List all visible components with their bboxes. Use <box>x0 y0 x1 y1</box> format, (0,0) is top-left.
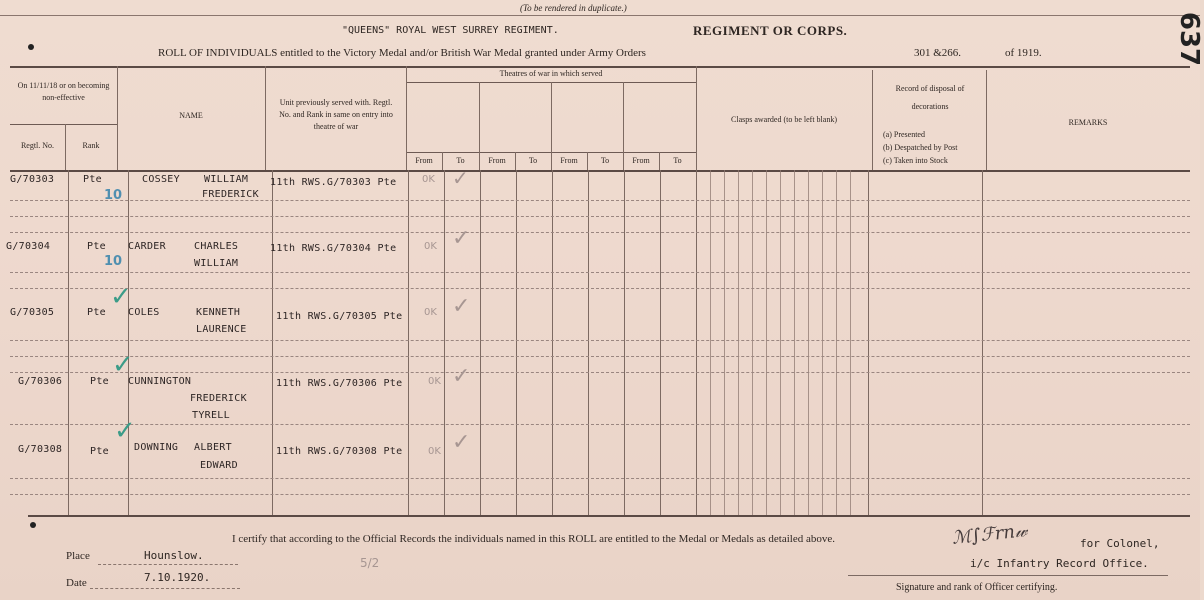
col-header-name: NAME <box>179 111 203 120</box>
forename-cell: EDWARD <box>200 460 238 471</box>
army-orders: 301 &266. <box>914 47 962 59</box>
pencil-check-icon: ✓ <box>452 294 471 319</box>
col-header-regtl-no: Regtl. No. <box>20 141 55 150</box>
handwritten-signature: ℳ∫ℱrn𝓌 <box>951 520 1029 549</box>
pencil-check-icon: ✓ <box>452 364 471 389</box>
col-header-clasps: Clasps awarded (to be left blank) <box>731 115 837 124</box>
date-label: Date <box>66 577 87 589</box>
col-header-from-4: From <box>632 156 650 165</box>
place-label: Place <box>66 550 90 562</box>
pencil-check-icon: ✓ <box>452 226 471 251</box>
pencil-note: 0K <box>424 241 437 252</box>
punch-hole-bottom <box>30 522 36 528</box>
rank-cell: Pte <box>87 241 106 252</box>
surname-cell: COSSEY <box>142 174 180 185</box>
for-colonel: for Colonel, <box>1080 537 1160 550</box>
col-header-on-date: On 11/11/18 or on becoming non-effective <box>17 81 110 102</box>
green-check-icon: ✓ <box>112 350 134 380</box>
forename-cell: FREDERICK <box>190 393 247 404</box>
record-office: i/c Infantry Record Office. <box>970 557 1149 570</box>
regiment-label: REGIMENT OR CORPS. <box>693 23 848 38</box>
green-check-icon: ✓ <box>114 416 136 446</box>
col-header-from-3: From <box>560 156 578 165</box>
page-number: 637 <box>1174 11 1204 67</box>
signature-label: Signature and rank of Officer certifying. <box>896 582 1058 593</box>
regtl-no-cell: G/70305 <box>10 307 55 318</box>
rank-cell: Pte <box>90 446 109 457</box>
regtl-no-cell: G/70308 <box>18 444 63 455</box>
roll-title: ROLL OF INDIVIDUALS entitled to the Victory Medal and/or British War Medal granted under Army Orders <box>158 47 646 59</box>
forename-cell: ALBERT <box>194 442 232 453</box>
unit-cell: 11th RWS.G/70303 Pte <box>270 177 397 188</box>
rank-cell: Pte <box>87 307 106 318</box>
forename-cell: FREDERICK <box>202 189 259 200</box>
rank-cell: Pte <box>90 376 109 387</box>
date-value: 7.10.1920. <box>144 571 211 584</box>
punch-hole-top <box>28 44 34 50</box>
pencil-note: 0K <box>422 174 435 185</box>
forename-cell: WILLIAM <box>204 174 249 185</box>
certification-text: I certify that according to the Official Records the individuals named in this ROLL are entitled to the Medal or Medals as detailed above. <box>232 533 835 545</box>
forename-cell: KENNETH <box>196 307 241 318</box>
place-value: Hounslow. <box>144 549 204 562</box>
unit-cell: 11th RWS.G/70306 Pte <box>276 378 403 389</box>
unit-cell: 11th RWS.G/70304 Pte <box>270 243 397 254</box>
surname-cell: CARDER <box>128 241 166 252</box>
col-header-disposal: Record of disposal of decorations <box>895 84 965 111</box>
pencil-number: 10 <box>104 188 123 203</box>
col-header-from-1: From <box>415 156 433 165</box>
rank-cell: Pte <box>83 174 102 185</box>
col-header-remarks: REMARKS <box>1068 118 1108 127</box>
pencil-check-icon: ✓ <box>452 430 471 455</box>
col-header-disposal-b: (b) Despatched by Post <box>883 143 958 152</box>
col-header-unit: Unit previously served with. Regtl. No. and Rank in same on entry into theatre of war <box>279 98 393 131</box>
col-header-theatres: Theatres of war in which served <box>499 69 603 78</box>
surname-cell: COLES <box>128 307 160 318</box>
col-header-rank: Rank <box>82 141 100 150</box>
regtl-no-cell: G/70304 <box>6 241 51 252</box>
regtl-no-cell: G/70303 <box>10 174 55 185</box>
forename-cell: LAURENCE <box>196 324 247 335</box>
col-header-to-2: To <box>528 156 538 165</box>
year-label: of 1919. <box>1005 47 1042 59</box>
surname-cell: DOWNING <box>134 442 179 453</box>
regiment-typed: "QUEENS" ROYAL WEST SURREY REGIMENT. <box>342 25 559 36</box>
green-check-icon: ✓ <box>110 282 132 312</box>
surname-cell: CUNNINGTON <box>128 376 192 387</box>
pencil-note: 0K <box>424 307 437 318</box>
pencil-check-icon: ✓ <box>452 166 469 190</box>
pencil-note: 0K <box>428 446 441 457</box>
col-header-to-1: To <box>456 156 465 165</box>
col-header-disposal-c: (c) Taken into Stock <box>883 156 948 165</box>
unit-cell: 11th RWS.G/70305 Pte <box>276 311 403 322</box>
pencil-number: 10 <box>104 254 123 269</box>
forename-cell: CHARLES <box>194 241 239 252</box>
forename-cell: TYRELL <box>192 410 230 421</box>
col-header-disposal-a: (a) Presented <box>883 130 925 139</box>
col-header-from-2: From <box>488 156 506 165</box>
pencil-mark: 5/2 <box>360 556 380 570</box>
forename-cell: WILLIAM <box>194 258 239 269</box>
duplicate-note: (To be rendered in duplicate.) <box>520 3 627 13</box>
regtl-no-cell: G/70306 <box>18 376 63 387</box>
pencil-note: 0K <box>428 376 441 387</box>
col-header-to-3: To <box>600 156 610 165</box>
unit-cell: 11th RWS.G/70308 Pte <box>276 446 403 457</box>
col-header-to-4: To <box>673 156 682 165</box>
